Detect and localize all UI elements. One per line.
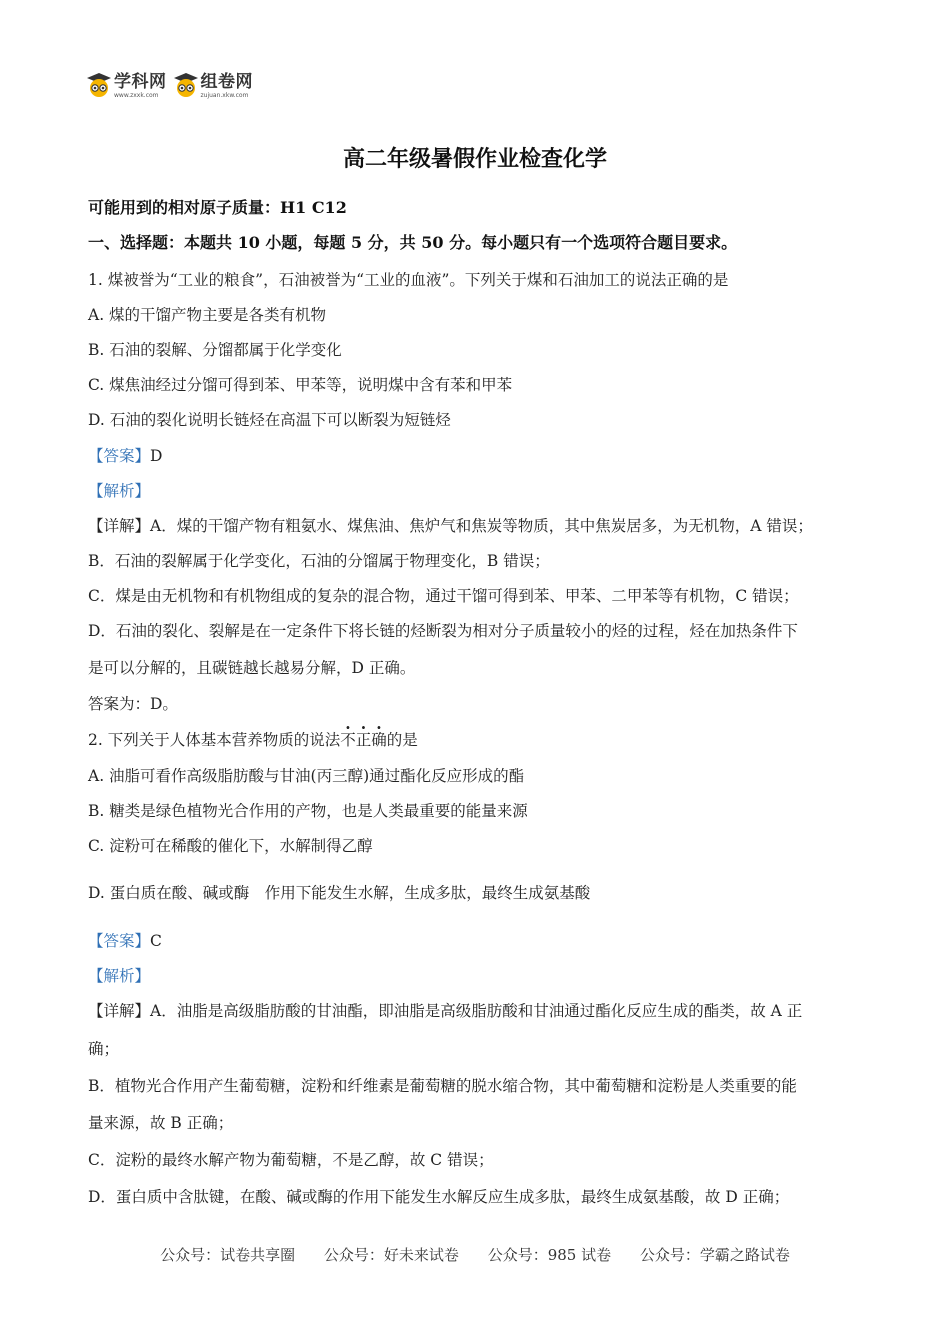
q1-answer — [88, 446, 162, 466]
q1-option-d: D. 石油的裂化说明长链烃在高温下可以断裂为短链烃 — [88, 411, 451, 429]
answer-value: D — [150, 447, 163, 465]
q1-option-b: B. 石油的裂解、分馏都属于化学变化 — [88, 341, 342, 359]
q2-detail-b-line1: B．植物光合作用产生葡萄糖，淀粉和纤维素是葡萄糖的脱水缩合物，其中葡萄糖和淀粉是人类重要的能 — [88, 1077, 797, 1095]
answer-tag: 【答案】 — [88, 932, 151, 950]
footer-account: 公众号：试卷共享圈 — [160, 1246, 296, 1264]
q1-analysis-tag: 【解析】 — [88, 482, 151, 500]
logo-url-2: zujuan.xkw.com — [200, 92, 249, 99]
footer-account: 公众号：985 试卷 — [487, 1246, 612, 1264]
detail-text: A．煤的干馏产物有粗氨水、煤焦油、焦炉气和焦炭等物质，其中焦炭居多，为无机物，A 错误； — [150, 517, 813, 535]
logo-brand-2: 组卷网 — [200, 72, 253, 92]
emphasis-char: 正 — [355, 731, 372, 749]
q2-answer — [88, 931, 162, 951]
q1-detail-b: B．石油的裂解属于化学变化，石油的分馏属于物理变化，B 错误； — [88, 552, 550, 570]
section-heading: 一、选择题：本题共 10 小题，每题 5 分，共 50 分。每小题只有一个选项符合题目要求。 — [88, 233, 738, 252]
q1-detail-a — [88, 516, 813, 536]
q2-detail-a-line2: 确； — [88, 1040, 120, 1058]
detail-text: A．油脂是高级脂肪酸的甘油酯，即油脂是高级脂肪酸和甘油通过酯化反应生成的酯类，故 A 正 — [150, 1002, 803, 1020]
logo-xuekewang — [86, 72, 167, 100]
q2-detail-b-line2: 量来源，故 B 正确； — [88, 1114, 234, 1132]
q2-option-d: D. 蛋白质在酸、碱或酶 作用下能发生水解，生成多肽，最终生成氨基酸 — [88, 884, 591, 902]
q1-option-a: A. 煤的干馏产物主要是各类有机物 — [88, 306, 327, 324]
stem-text: 的是 — [386, 731, 418, 749]
answer-tag: 【答案】 — [88, 447, 151, 465]
answer-value: C — [150, 932, 162, 950]
q1-option-c: C. 煤焦油经过分馏可得到苯、甲苯等，说明煤中含有苯和甲苯 — [88, 376, 513, 394]
q1-conclusion: 答案为：D。 — [88, 695, 178, 713]
detail-tag: 【详解】 — [88, 517, 151, 535]
q2-option-b: B. 糖类是绿色植物光合作用的产物，也是人类最重要的能量来源 — [88, 802, 528, 820]
q1-stem: 1. 煤被誉为“工业的粮食”，石油被誉为“工业的血液”。下列关于煤和石油加工的说法正确的是 — [88, 271, 729, 289]
atomic-mass-note: 可能用到的相对原子质量：H1 C12 — [88, 198, 347, 217]
site-logo[interactable] — [86, 72, 259, 104]
q2-analysis-tag: 【解析】 — [88, 967, 151, 985]
emphasis-char: 不 — [340, 731, 356, 749]
q1-detail-d-line2: 是可以分解的，且碳链越长越易分解，D 正确。 — [88, 659, 416, 677]
emphasis-char: 确 — [371, 731, 387, 749]
q2-option-c: C. 淀粉可在稀酸的催化下，水解制得乙醇 — [88, 837, 373, 855]
footer-account: 公众号：好未来试卷 — [323, 1246, 459, 1264]
q2-detail-a-line1 — [88, 1001, 802, 1021]
q1-detail-c: C．煤是由无机物和有机物组成的复杂的混合物，通过干馏可得到苯、甲苯、二甲苯等有机物，C 错误； — [88, 587, 799, 605]
logo-url-1: www.zxxk.com — [114, 92, 159, 99]
detail-tag: 【详解】 — [88, 1002, 151, 1020]
q2-detail-d: D．蛋白质中含肽键，在酸、碱或酶的作用下能发生水解反应生成多肽，最终生成氨基酸，故 D 正确； — [88, 1188, 790, 1206]
q2-detail-c: C．淀粉的最终水解产物为葡萄糖，不是乙醇，故 C 错误； — [88, 1151, 494, 1169]
footer-accounts — [0, 1244, 950, 1265]
q2-stem — [88, 730, 418, 750]
logo-brand-1: 学科网 — [114, 72, 167, 92]
owl-icon — [173, 72, 199, 98]
q1-detail-d-line1: D．石油的裂化、裂解是在一定条件下将长链的烃断裂为相对分子质量较小的烃的过程，烃在加热条件下 — [88, 622, 798, 640]
q2-option-a: A. 油脂可看作高级脂肪酸与甘油(丙三醇)通过酯化反应形成的酯 — [88, 767, 525, 785]
footer-account: 公众号：学霸之路试卷 — [639, 1246, 790, 1264]
stem-text: 2. 下列关于人体基本营养物质的说法 — [88, 731, 341, 749]
owl-icon — [86, 72, 112, 98]
page-title: 高二年级暑假作业检查化学 — [342, 146, 607, 172]
logo-zujuanwang — [173, 72, 254, 100]
